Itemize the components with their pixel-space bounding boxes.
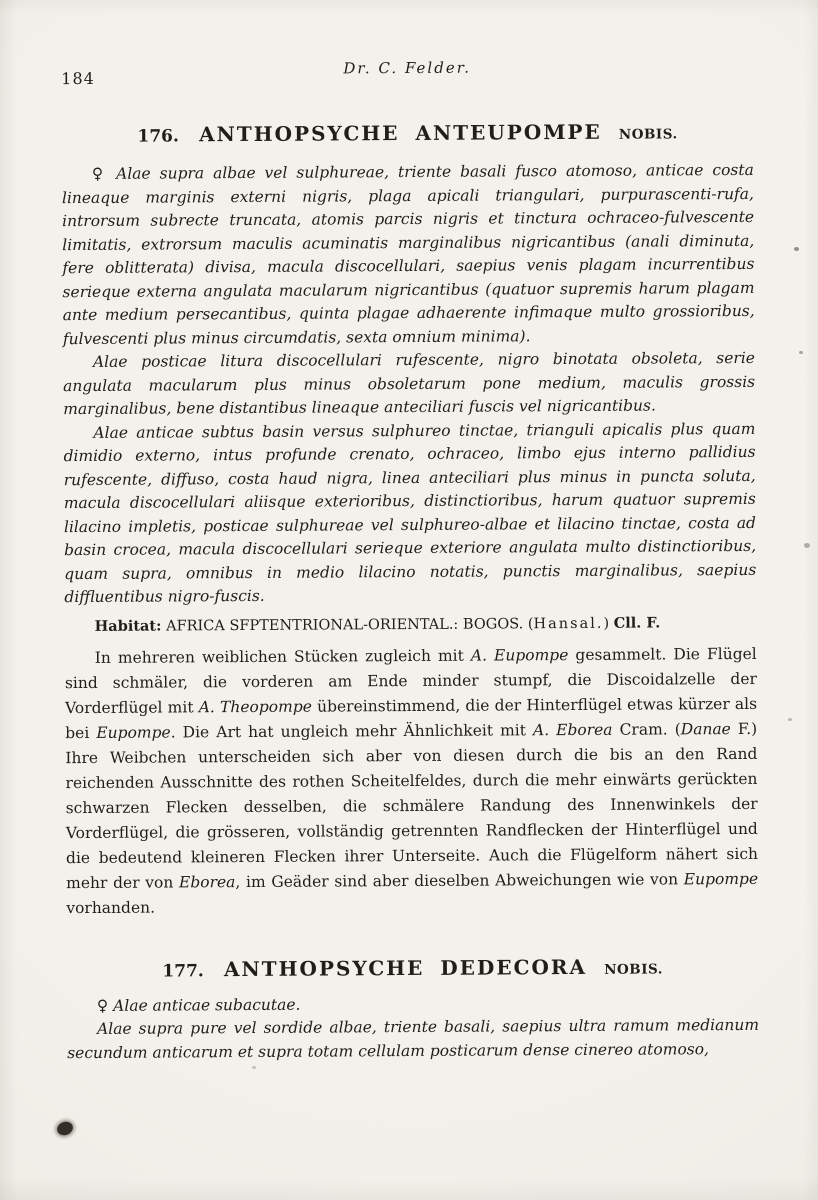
latin-diagnosis-paragraph: ♀ Alae anticae subacutae. [96, 995, 301, 1015]
species-heading-177 [67, 942, 759, 984]
species-attribution: NOBIS. [604, 960, 664, 978]
species-number: 176. [137, 126, 179, 147]
page-number: 184 [61, 68, 95, 89]
species-number: 177. [162, 960, 204, 982]
species-heading-176 [61, 108, 753, 150]
page-header [61, 56, 753, 90]
ink-speck [794, 247, 799, 251]
latin-diagnosis-paragraph: ♀ Alae supra albae vel sulphureae, triente basali fusco atomoso, anticae costa lineaque marginis externi nigris, plaga apicali triangulari, purpurascenti-rufa, introrsum subrecte truncata, atomis parcis nigris et tinctura ochraceo-fulvescente limitatis, extrorsum maculis acuminatis marginalibus nigricantibus (anali diminuta, fere oblitterata) divisa, macula discocellulari, saepius venis plagam incurrentibus serieque externa angulata macularum nigricantibus (quatuor supremis harum plagam ante medium persecantibus, quinta plagae adhaerente infimaque multo grossioribus, fulvescenti plus minus circumdatis, sexta omnium minima). [61, 160, 755, 348]
latin-diagnosis-paragraph: Alae supra pure vel sordide albae, triente basali, saepius ultra ramum medianum secundum anticarum et supra totam cellulam posticarum dense cinereo atomoso, [67, 1015, 760, 1062]
latin-diagnosis-paragraph: Alae posticae litura discocellulari rufescente, nigro binotata obsoleta, serie angulata macularum plus minus obsoletarum pone medium, maculis grossis marginalibus, bene distantibus lineaque anteciliari fuscis vel nigricantibus. [63, 348, 756, 419]
species-attribution: NOBIS. [618, 126, 678, 143]
running-head: Dr. C. Felder. [343, 58, 472, 78]
latin-diagnosis-paragraph: Alae anticae subtus basin versus sulphureo tinctae, trianguli apicalis plus quam dimidio externo, intus profunde crenato, ochraceo, limbo ejus interno pallidius rufescente, diffuso, costa haud nigra, linea anteciliari plus minus in puncta soluta, macula discocellulari aliisque exterioribus, distinctioribus, harum quatuor supremis lilacino impletis, posticae sulphureae vel sulphureo-albae et lilacino tinctae, costa ad basin crocea, macula discocellulari serieque exteriore angulata multo distinctioribus, quam supra, omnibus in medio lilacino notatis, punctis marginalibus, saepius diffluentibus nigro-fuscis. [63, 419, 757, 607]
ink-speck [788, 718, 792, 721]
ink-speck [55, 1120, 74, 1138]
ink-speck [804, 543, 810, 548]
species-title: ANTHOPSYCHE ANTEUPOMPE [198, 119, 602, 147]
german-description-paragraph: In mehreren weiblichen Stücken zugleich mit A. Eupompe gesammelt. Die Flügel sind schmäler, die vorderen am Ende minder stumpf, die Discoidalzelle der Vorderflügel mit A. Theopompe übereinstimmend, die der Hinterflügel etwas kürzer als bei Eupompe. Die Art hat ungleich mehr Ähnlichkeit mit A. Eborea Cram. (Danae F.) Ihre Weibchen unterscheiden sich aber von diesen durch die bis an den Rand reichenden Ausschnitte des rothen Scheitelfeldes, durch die mehr einwärts gerückten schwarzen Flecken desselben, die schmälere Randung des Innenwinkels der Vorderflügel, die grösseren, vollständig getrennten Randflecken der Hinterflügel und die bedeutend kleineren Flecken ihrer Unterseite. Auch die Flügelform nähert sich mehr der von Eborea, im Geäder sind aber dieselben Abweichungen wie von Eupompe vorhanden. [64, 644, 759, 917]
species-title: ANTHOPSYCHE DEDECORA [223, 954, 588, 981]
habitat-line: Habitat: AFRICA SFPTENTRIONAL-ORIENTAL.: BOGOS. (Hansal.) Cll. F. [94, 613, 661, 635]
ink-speck [252, 1066, 256, 1069]
ink-speck [799, 351, 803, 354]
